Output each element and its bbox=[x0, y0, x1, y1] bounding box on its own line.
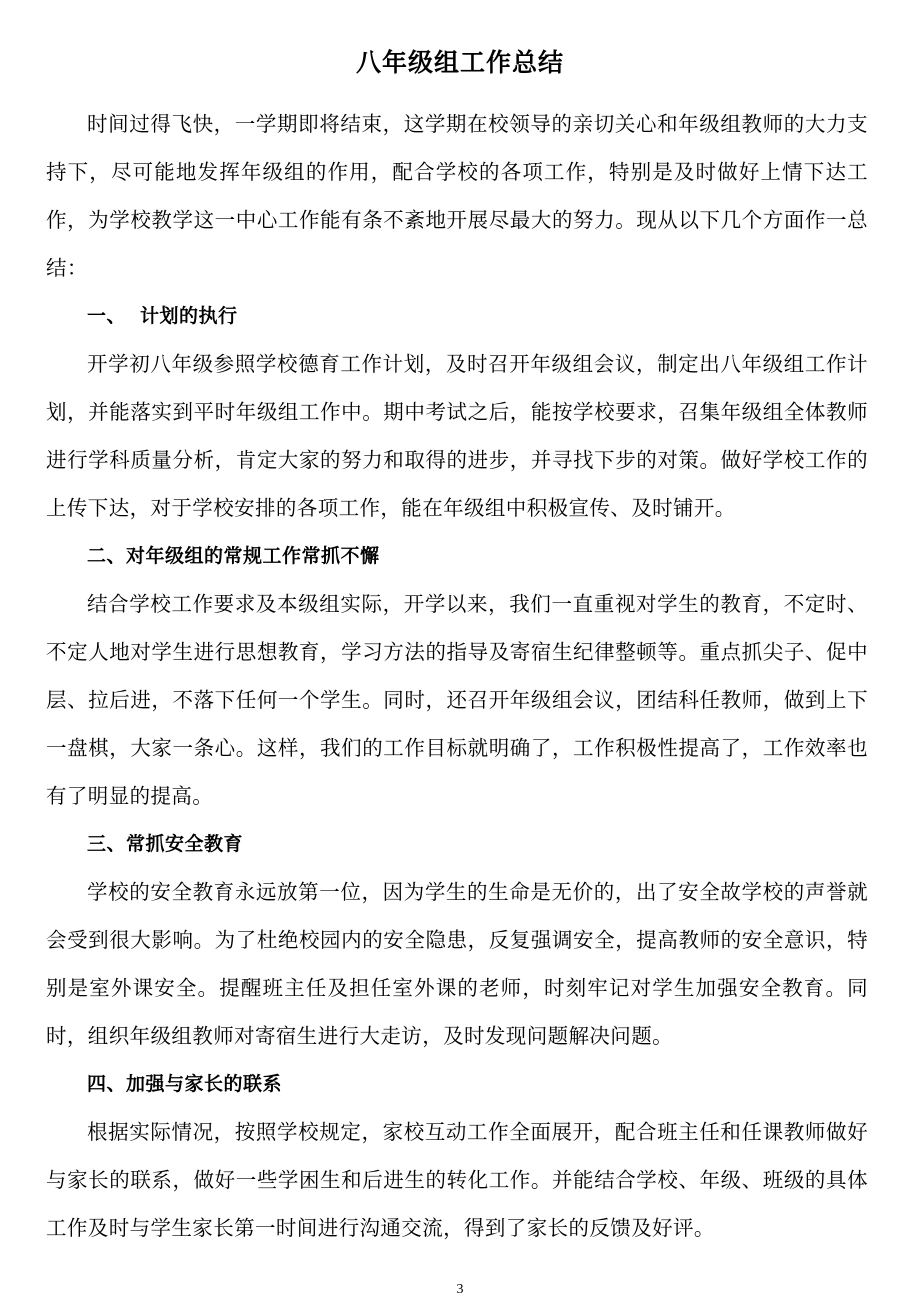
section-paragraph-4: 根据实际情况，按照学校规定，家校互动工作全面展开，配合班主任和任课教师做好与家长的联系，做好一些学困生和后进生的转化工作。并能结合学校、年级、班级的具体工作及时与学生家长第一时间进行沟通交流，得到了家长的反馈及好评。 bbox=[46, 1120, 868, 1240]
section-heading-3 bbox=[46, 820, 868, 868]
section-heading-1 bbox=[46, 292, 868, 340]
section-number-4: 四、 bbox=[87, 1073, 127, 1095]
section-paragraph-2: 结合学校工作要求及本级组实际，开学以来，我们一直重视对学生的教育，不定时、不定人地对学生进行思想教育，学习方法的指导及寄宿生纪律整顿等。重点抓尖子、促中层、拉后进，不落下任何一个学生。同时，还召开年级组会议，团结科任教师，做到上下一盘棋，大家一条心。这样，我们的工作目标就明确了，工作积极性提高了，工作效率也有了明显的提高。 bbox=[46, 592, 868, 808]
intro-paragraph: 时间过得飞快，一学期即将结束，这学期在校领导的亲切关心和年级组教师的大力支持下，尽可能地发挥年级组的作用，配合学校的各项工作，特别是及时做好上情下达工作，为学校教学这一中心工作能有条不紊地开展尽最大的努力。现从以下几个方面作一总结： bbox=[46, 112, 868, 280]
section-title-1: 计划的执行 bbox=[140, 305, 238, 327]
document-body bbox=[46, 100, 868, 1252]
section-number-3: 三、 bbox=[87, 833, 127, 855]
section-title-4: 加强与家长的联系 bbox=[126, 1073, 283, 1095]
section-heading-2 bbox=[46, 532, 868, 580]
section-heading-4 bbox=[46, 1060, 868, 1108]
section-number-2: 二、 bbox=[87, 545, 127, 567]
section-title-2: 对年级组的常规工作常抓不懈 bbox=[126, 545, 380, 567]
section-paragraph-1: 开学初八年级参照学校德育工作计划，及时召开年级组会议，制定出八年级组工作计划，并能落实到平时年级组工作中。期中考试之后，能按学校要求，召集年级组全体教师进行学科质量分析，肯定大家的努力和取得的进步，并寻找下步的对策。做好学校工作的上传下达，对于学校安排的各项工作，能在年级组中积极宣传、及时铺开。 bbox=[46, 352, 868, 520]
section-title-3: 常抓安全教育 bbox=[126, 833, 244, 855]
section-number-1: 一、 bbox=[87, 305, 127, 327]
section-paragraph-3: 学校的安全教育永远放第一位，因为学生的生命是无价的，出了安全故学校的声誉就会受到很大影响。为了杜绝校园内的安全隐患，反复强调安全，提高教师的安全意识，特别是室外课安全。提醒班主任及担任室外课的老师，时刻牢记对学生加强安全教育。同时，组织年级组教师对寄宿生进行大走访，及时发现问题解决问题。 bbox=[46, 880, 868, 1048]
page-number: 3 bbox=[456, 1282, 464, 1297]
document-title: 八年级组工作总结 bbox=[355, 48, 564, 77]
